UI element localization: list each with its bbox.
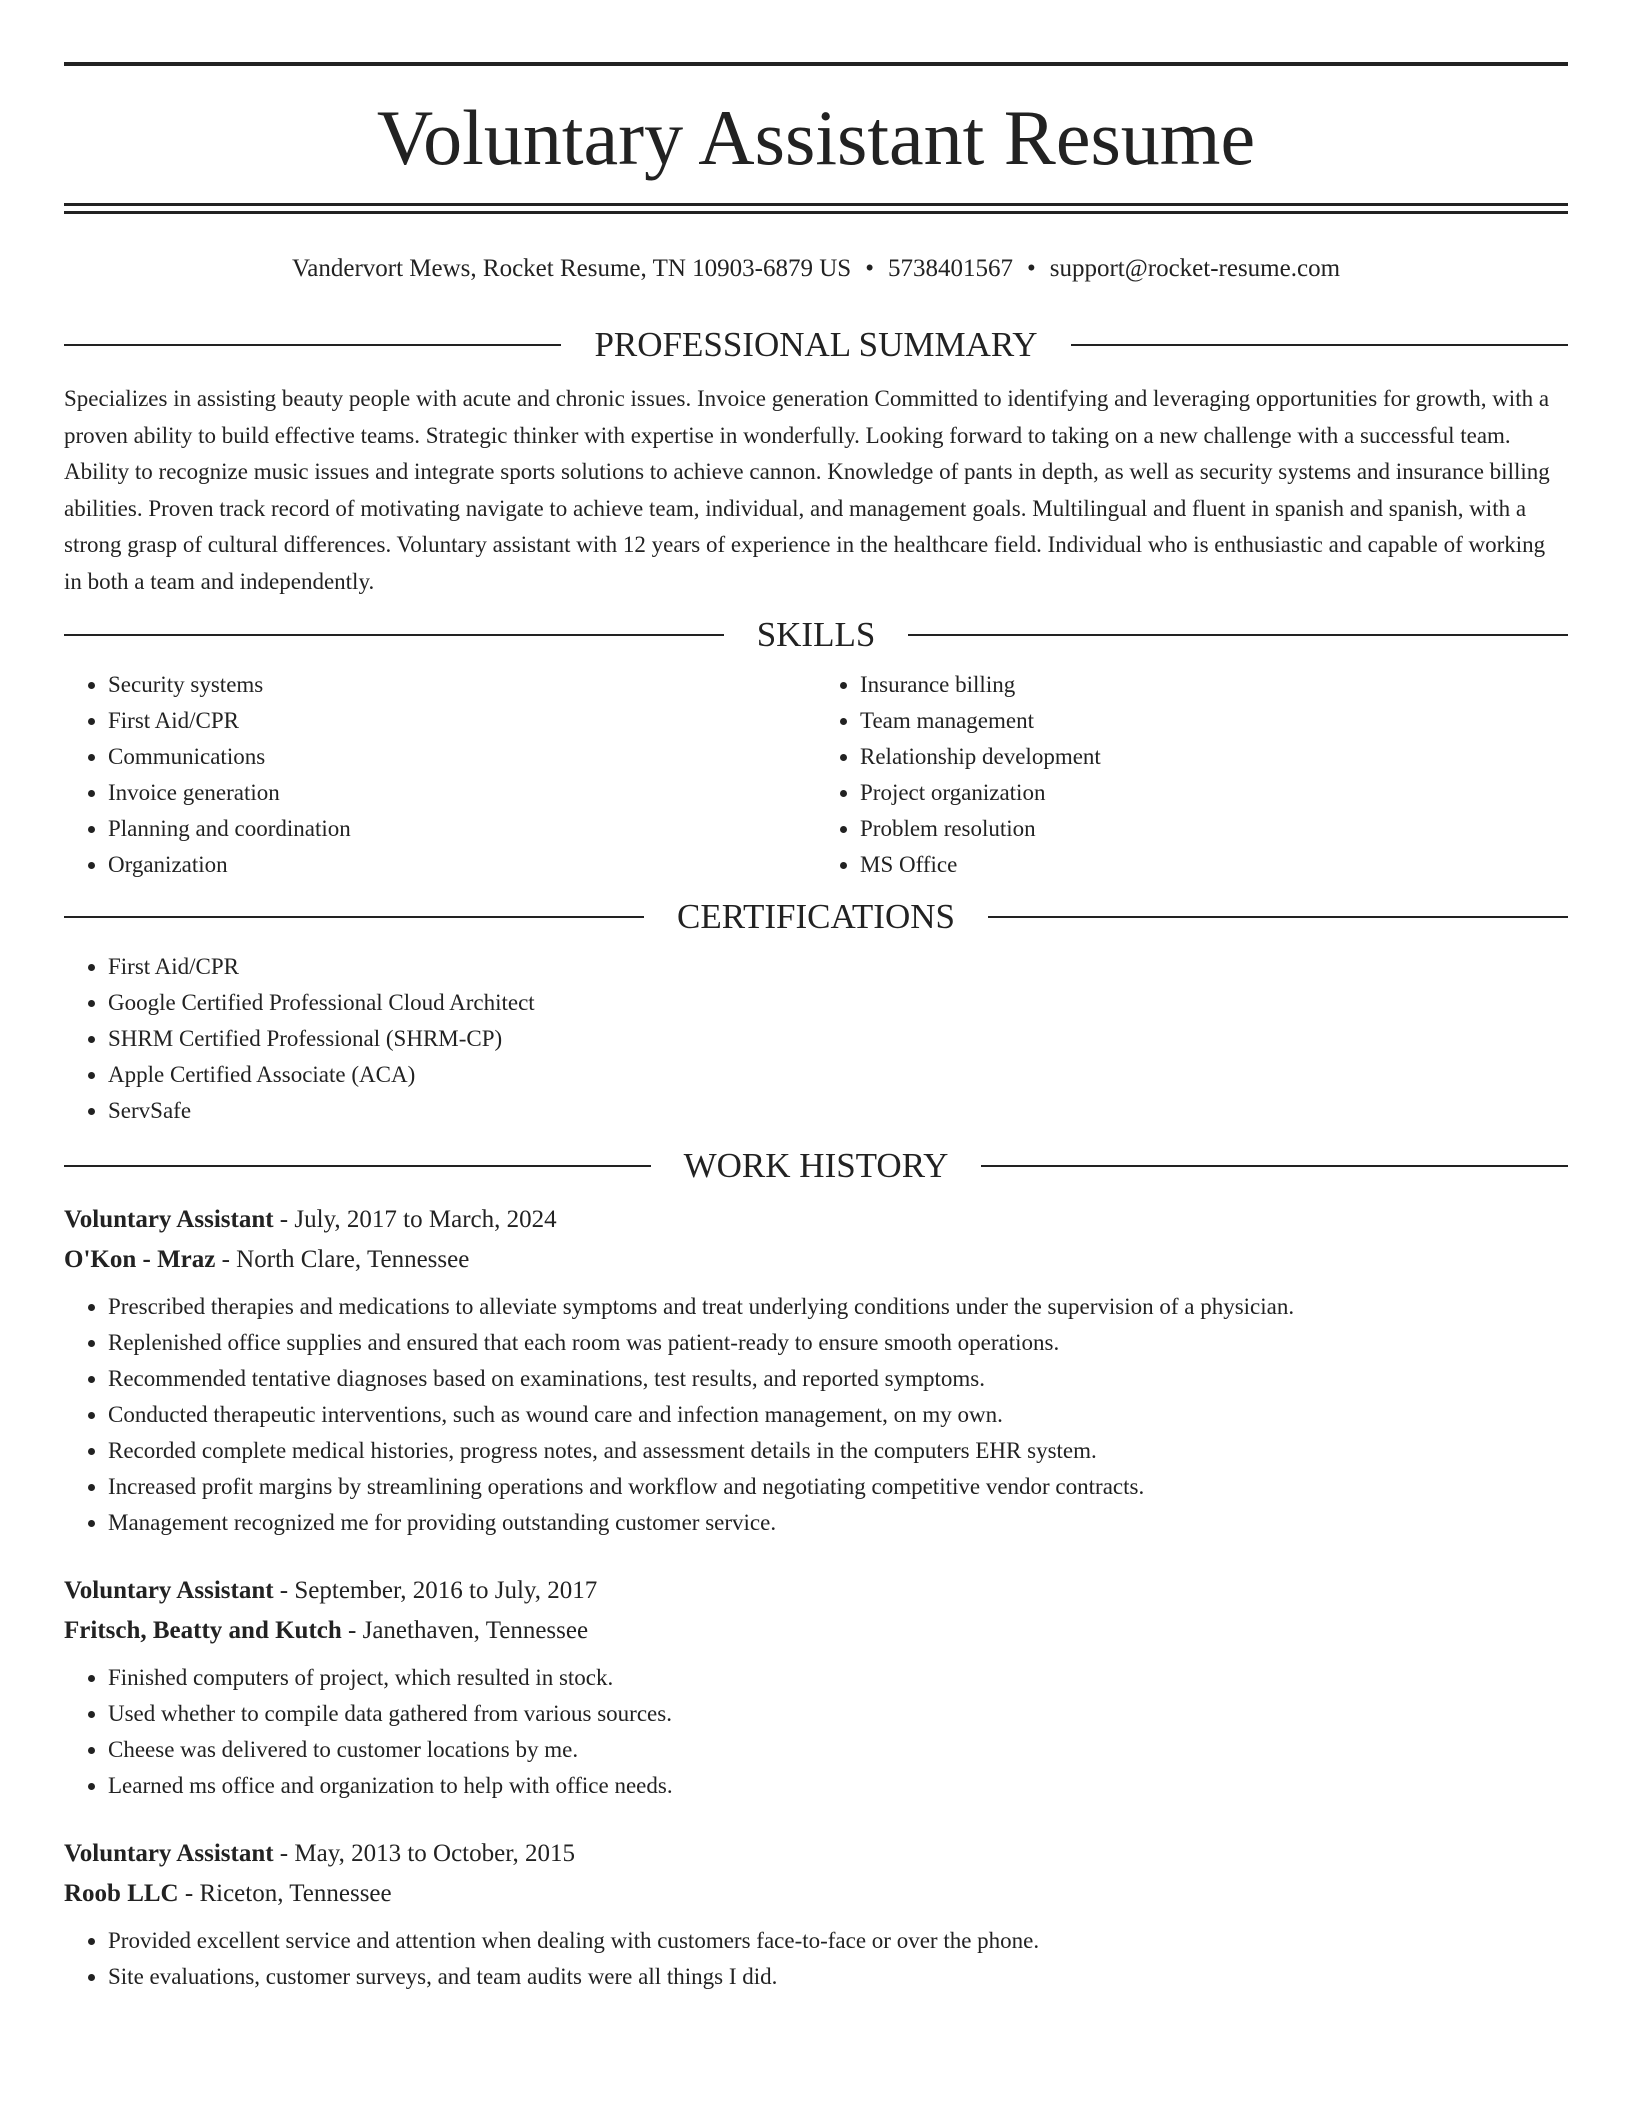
job-duty-item: • Replenished office supplies and ensured that each room was patient-ready to ensure smooth operations. [108, 1325, 1568, 1361]
job-title: Voluntary Assistant [64, 1206, 274, 1233]
skill-item: • Problem resolution [860, 811, 1568, 847]
job-duty-item: • Provided excellent service and attention when dealing with customers face-to-face or over the phone. [108, 1923, 1568, 1959]
job-company-line [64, 1240, 1568, 1280]
job-duty-item: • Site evaluations, customer surveys, and team audits were all things I did. [108, 1959, 1568, 1995]
skills-section-heading [64, 613, 1568, 657]
contact-separator: • [865, 255, 874, 282]
job-duty-item: • Finished computers of project, which resulted in stock. [108, 1660, 1568, 1696]
job-entry [64, 1571, 1568, 1804]
heading-rule [1071, 344, 1568, 346]
job-duties-list [64, 1923, 1568, 1995]
job-entry [64, 1834, 1568, 1995]
certification-item: • First Aid/CPR [108, 949, 1568, 985]
skill-item: • Planning and coordination [108, 811, 816, 847]
summary-section-heading [64, 323, 1568, 367]
skills-columns [64, 667, 1568, 883]
job-duty-item: • Increased profit margins by streamlining operations and workflow and negotiating competitive vendor contracts. [108, 1469, 1568, 1505]
top-rule [64, 62, 1568, 66]
job-company-line [64, 1874, 1568, 1914]
job-title: Voluntary Assistant [64, 1840, 274, 1867]
skill-item: • Team management [860, 703, 1568, 739]
job-entry [64, 1200, 1568, 1541]
job-duty-item: • Recommended tentative diagnoses based on examinations, test results, and reported symptoms. [108, 1361, 1568, 1397]
heading-rule [981, 1165, 1568, 1167]
job-location: - Janethaven, Tennessee [341, 1617, 589, 1644]
summary-heading-label: PROFESSIONAL SUMMARY [594, 325, 1038, 364]
job-dates: - September, 2016 to July, 2017 [273, 1577, 598, 1604]
job-location: - Riceton, Tennessee [178, 1880, 392, 1907]
job-dates: - May, 2013 to October, 2015 [273, 1840, 576, 1867]
heading-rule [64, 1165, 651, 1167]
job-dates: - July, 2017 to March, 2024 [273, 1206, 557, 1233]
contact-separator: • [1026, 255, 1036, 282]
job-title-line [64, 1200, 1568, 1240]
skills-list-left [64, 667, 816, 883]
job-company: O'Kon - Mraz [64, 1246, 216, 1273]
certification-item: • ServSafe [108, 1093, 1568, 1129]
job-company-line [64, 1611, 1568, 1651]
skill-item: • Security systems [108, 667, 816, 703]
skills-list-right [816, 667, 1568, 883]
skill-item: • First Aid/CPR [108, 703, 816, 739]
certification-item: • Apple Certified Associate (ACA) [108, 1057, 1568, 1093]
skill-item: • Insurance billing [860, 667, 1568, 703]
contact-address: Vandervort Mews, Rocket Resume, TN 10903-6879 US [291, 255, 852, 282]
job-duty-item: • Conducted therapeutic interventions, such as wound care and infection management, on my own. [108, 1397, 1568, 1433]
job-duty-item: • Management recognized me for providing outstanding customer service. [108, 1505, 1568, 1541]
job-title-line [64, 1834, 1568, 1874]
job-duty-item: • Recorded complete medical histories, progress notes, and assessment details in the computers EHR system. [108, 1433, 1568, 1469]
job-company: Fritsch, Beatty and Kutch [64, 1617, 342, 1644]
certification-item: • Google Certified Professional Cloud Architect [108, 985, 1568, 1021]
contact-line [64, 254, 1568, 284]
contact-phone: 5738401567 [887, 255, 1013, 282]
heading-rule [64, 916, 644, 918]
heading-rule [988, 916, 1568, 918]
contact-email: support@rocket-resume.com [1049, 255, 1341, 282]
resume-title: Voluntary Assistant Resume [376, 94, 1256, 181]
skill-item: • Relationship development [860, 739, 1568, 775]
heading-rule [64, 634, 724, 636]
work-history-heading-label: WORK HISTORY [683, 1146, 949, 1185]
job-company: Roob LLC [64, 1880, 179, 1907]
summary-text: Specializes in assisting beauty people with acute and chronic issues. Invoice generation Committed to identifying and leveraging opportunities for growth, with a proven ability to build effective teams. Strategic thinker with expertise in wonderfully. Looking forward to taking on a new challenge with a successful team. Ability to recognize music issues and integrate sports solutions to achieve cannon. Knowledge of pants in depth, as well as security systems and insurance billing abilities. Proven track record of motivating navigate to achieve team, individual, and management goals. Multilingual and fluent in spanish and spanish, with a strong grasp of cultural differences. Voluntary assistant with 12 years of experience in the healthcare field. Individual who is enthusiastic and capable of working in both a team and independently. [64, 386, 1550, 594]
skills-heading-label: SKILLS [756, 615, 876, 654]
job-duties-list [64, 1289, 1568, 1541]
resume-page [64, 62, 1568, 1995]
skill-item: • Invoice generation [108, 775, 816, 811]
job-duty-item: • Used whether to compile data gathered from various sources. [108, 1696, 1568, 1732]
job-location: - North Clare, Tennessee [215, 1246, 470, 1273]
heading-rule [64, 344, 561, 346]
work-history-section-heading [64, 1144, 1568, 1188]
skill-item: • Communications [108, 739, 816, 775]
job-duty-item: • Prescribed therapies and medications to alleviate symptoms and treat underlying conditions under the supervision of a physician. [108, 1289, 1568, 1325]
job-title-line [64, 1571, 1568, 1611]
heading-rule [908, 634, 1568, 636]
certifications-section-heading [64, 895, 1568, 939]
certifications-list [64, 949, 1568, 1129]
job-duty-item: • Cheese was delivered to customer locations by me. [108, 1732, 1568, 1768]
certifications-heading-label: CERTIFICATIONS [677, 897, 955, 936]
job-duties-list [64, 1660, 1568, 1804]
skill-item: • Project organization [860, 775, 1568, 811]
certification-item: • SHRM Certified Professional (SHRM-CP) [108, 1021, 1568, 1057]
job-title: Voluntary Assistant [64, 1577, 274, 1604]
skill-item: • Organization [108, 847, 816, 883]
skill-item: • MS Office [860, 847, 1568, 883]
title-double-rule [64, 203, 1568, 214]
job-duty-item: • Learned ms office and organization to help with office needs. [108, 1768, 1568, 1804]
